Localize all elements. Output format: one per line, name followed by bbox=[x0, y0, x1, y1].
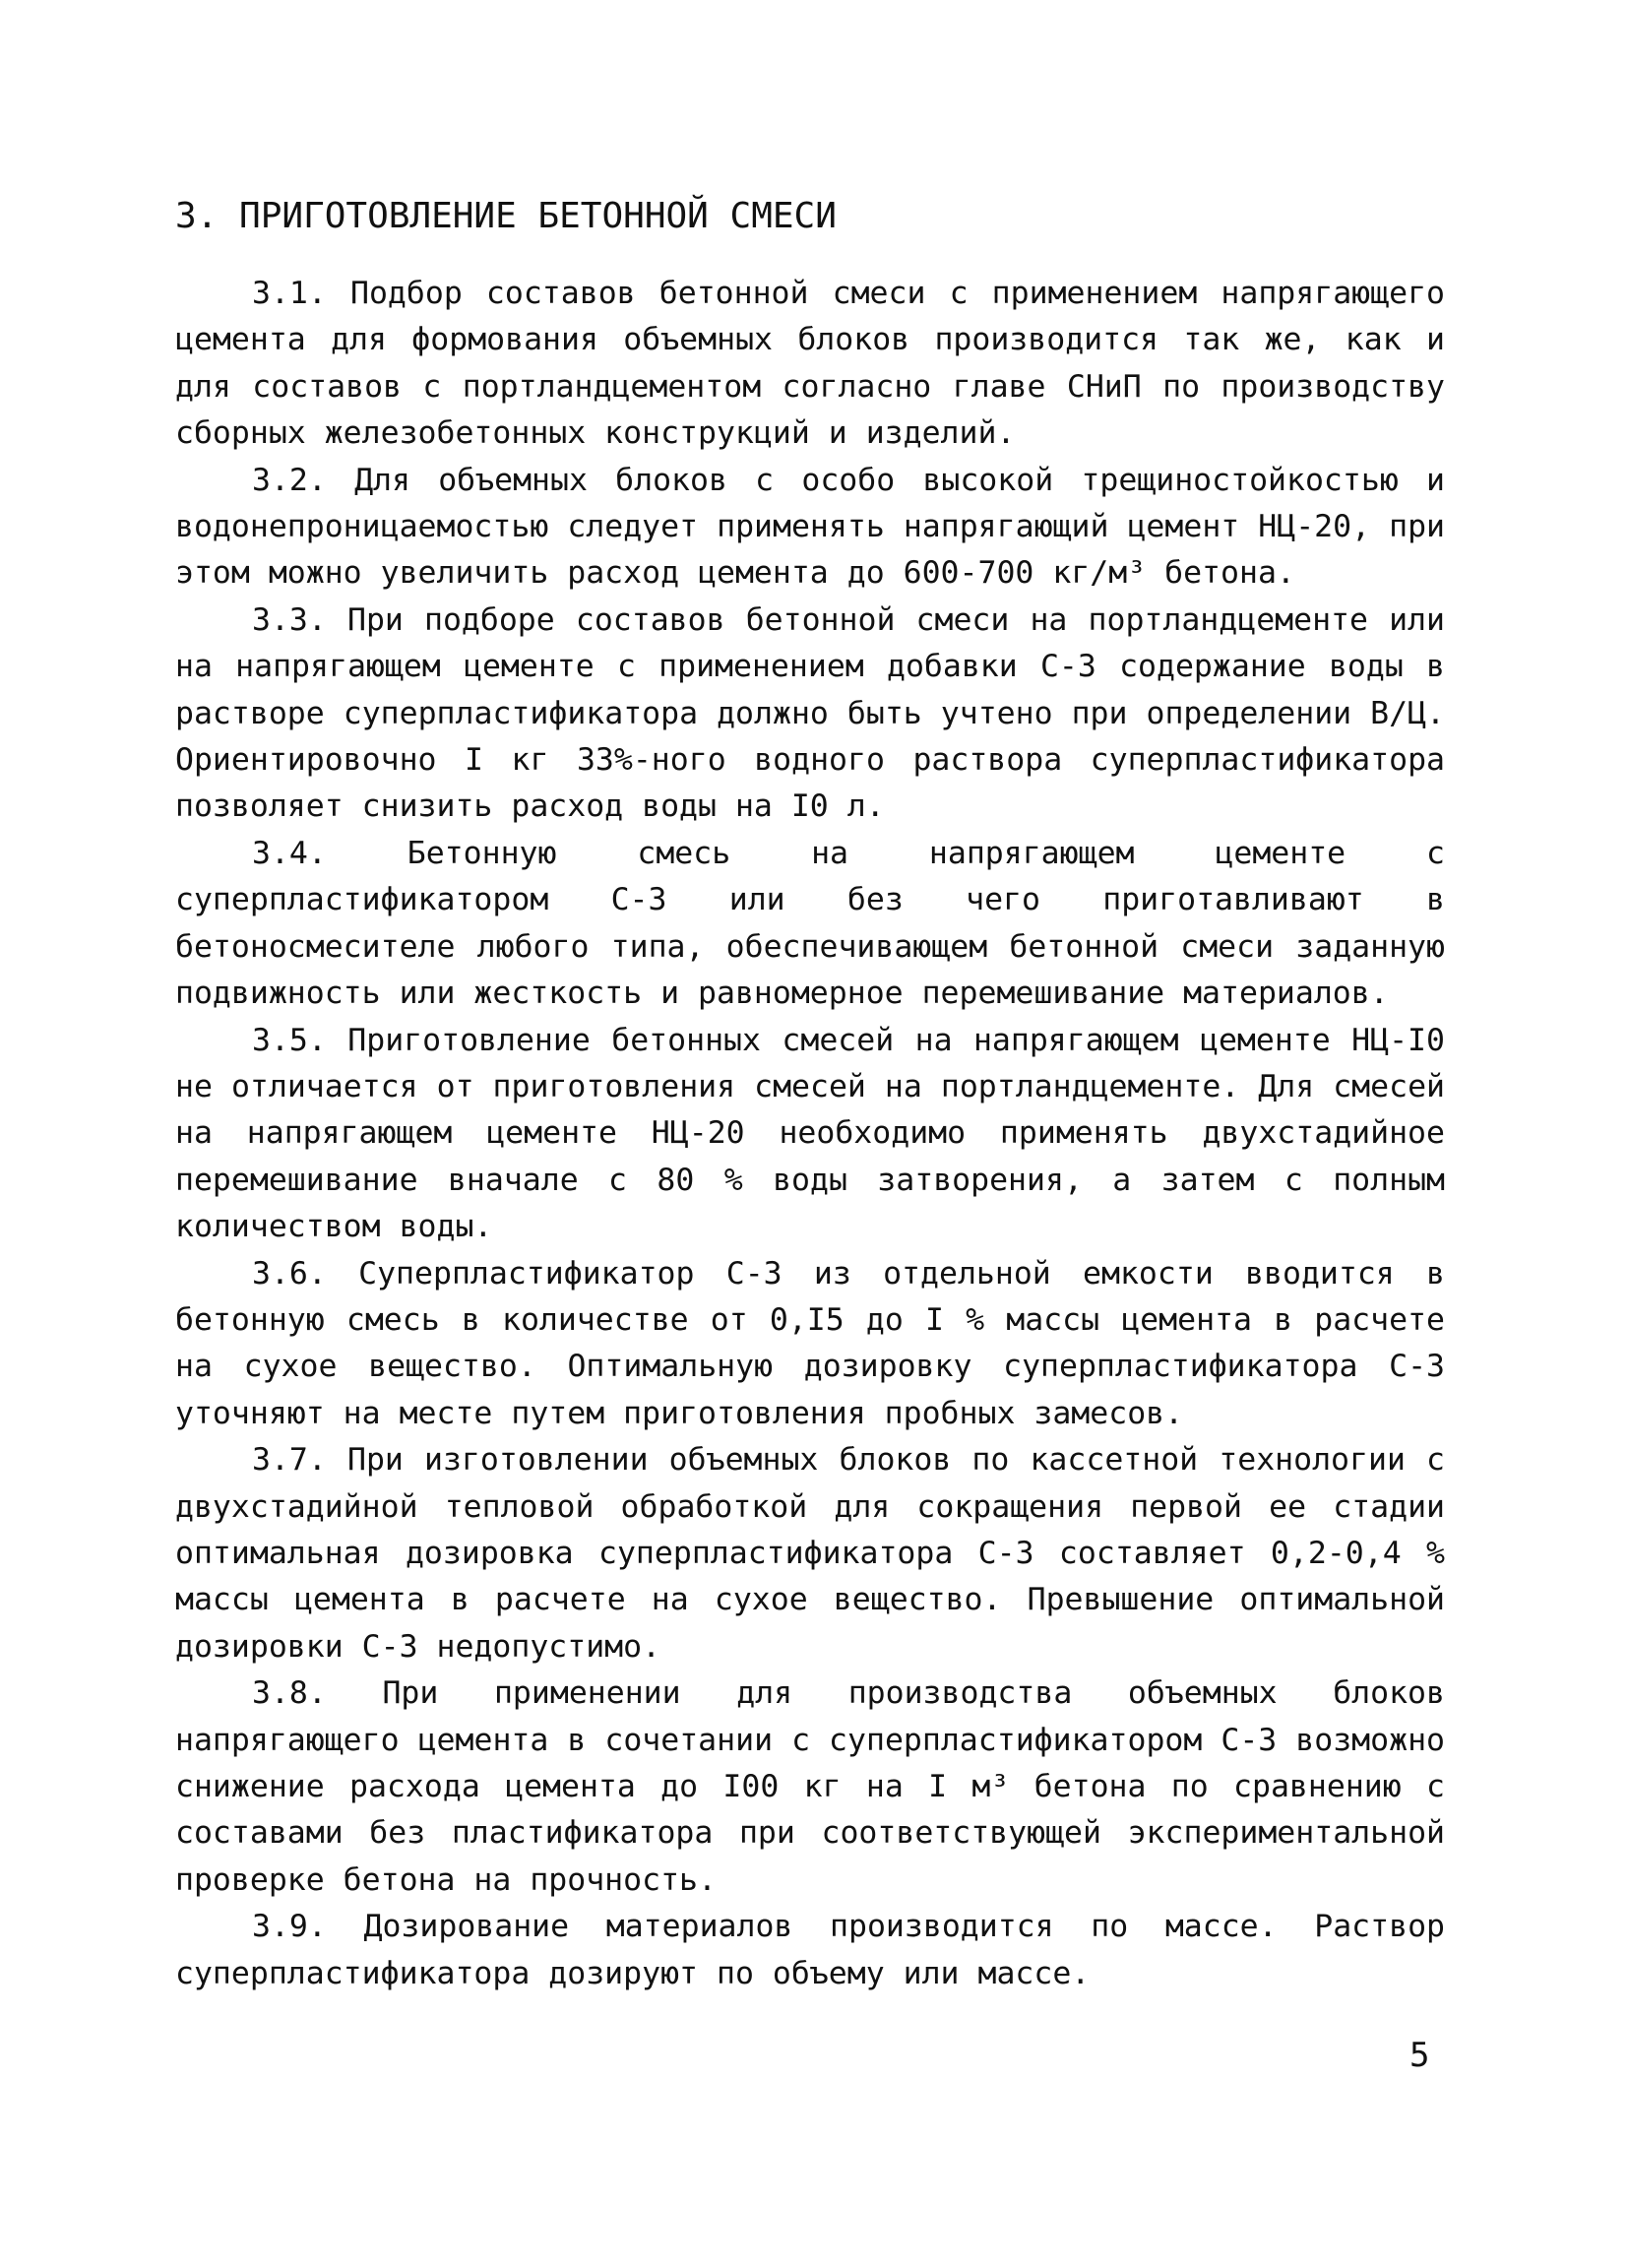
section-title: 3. ПРИГОТОВЛЕНИЕ БЕТОННОЙ СМЕСИ bbox=[175, 196, 837, 236]
paragraph-3-2: 3.2. Для объемных блоков с особо высокой трещиностойкостью и водонепроницаемостью следует применять напрягающий цемент НЦ-20, при этом можно увеличить расход цемента до 600-700 кг/м³ бетона. bbox=[175, 462, 1445, 592]
paragraph-3-5: 3.5. Приготовление бетонных смесей на напрягающем цементе НЦ-I0 не отличается от приготовления смесей на портландцементе. Для смесей на напрягающем цементе НЦ-20 необходимо применять двухстадийное перемешивание вначале с 80 % воды затворения, а затем с полным количеством воды. bbox=[175, 1022, 1445, 1245]
section-body bbox=[175, 271, 1445, 1997]
paragraph-3-1: 3.1. Подбор составов бетонной смеси с применением напрягающего цемента для формования объемных блоков производится так же, как и для составов с портландцементом согласно главе СНиП по производству сборных железобетонных конструкций и изделий. bbox=[175, 276, 1445, 452]
paragraph-3-8: 3.8. При применении для производства объемных блоков напрягающего цемента в сочетании с суперпластификатором С-3 возможно снижение расхода цемента до I00 кг на I м³ бетона по сравнению с составами без пластификатора при соответствующей экспериментальной проверке бетона на прочность. bbox=[175, 1675, 1445, 1898]
page-number: 5 bbox=[1409, 2036, 1430, 2075]
paragraph-3-7: 3.7. При изготовлении объемных блоков по кассетной технологии с двухстадийной тепловой обработкой для сокращения первой ее стадии оптимальная дозировка суперпластификатора С-3 составляет 0,2-0,4 % массы цемента в расчете на сухое вещество. Превышение оптимальной дозировки С-3 недопустимо. bbox=[175, 1442, 1445, 1665]
paragraph-3-9: 3.9. Дозирование материалов производится по массе. Раствор суперпластификатора дозируют по объему или массе. bbox=[175, 1909, 1445, 1991]
paragraph-3-6: 3.6. Суперпластификатор С-3 из отдельной емкости вводится в бетонную смесь в количестве от 0,I5 до I % массы цемента в расчете на сухое вещество. Оптимальную дозировку суперпластификатора С-3 уточняют на месте путем приготовления пробных замесов. bbox=[175, 1255, 1445, 1431]
paragraph-3-3: 3.3. При подборе составов бетонной смеси на портландцементе или на напрягающем цементе с применением добавки С-3 содержание воды в растворе суперпластификатора должно быть учтено при определении В/Ц. Ориентировочно I кг 33%-ного водного раствора суперпластификатора позволяет снизить расход воды на I0 л. bbox=[175, 601, 1445, 825]
paragraph-3-4: 3.4. Бетонную смесь на напрягающем цементе с суперпластификатором С-3 или без чего приготавливают в бетоносмесителе любого типа, обеспечивающем бетонной смеси заданную подвижность или жесткость и равномерное перемешивание материалов. bbox=[175, 835, 1445, 1012]
